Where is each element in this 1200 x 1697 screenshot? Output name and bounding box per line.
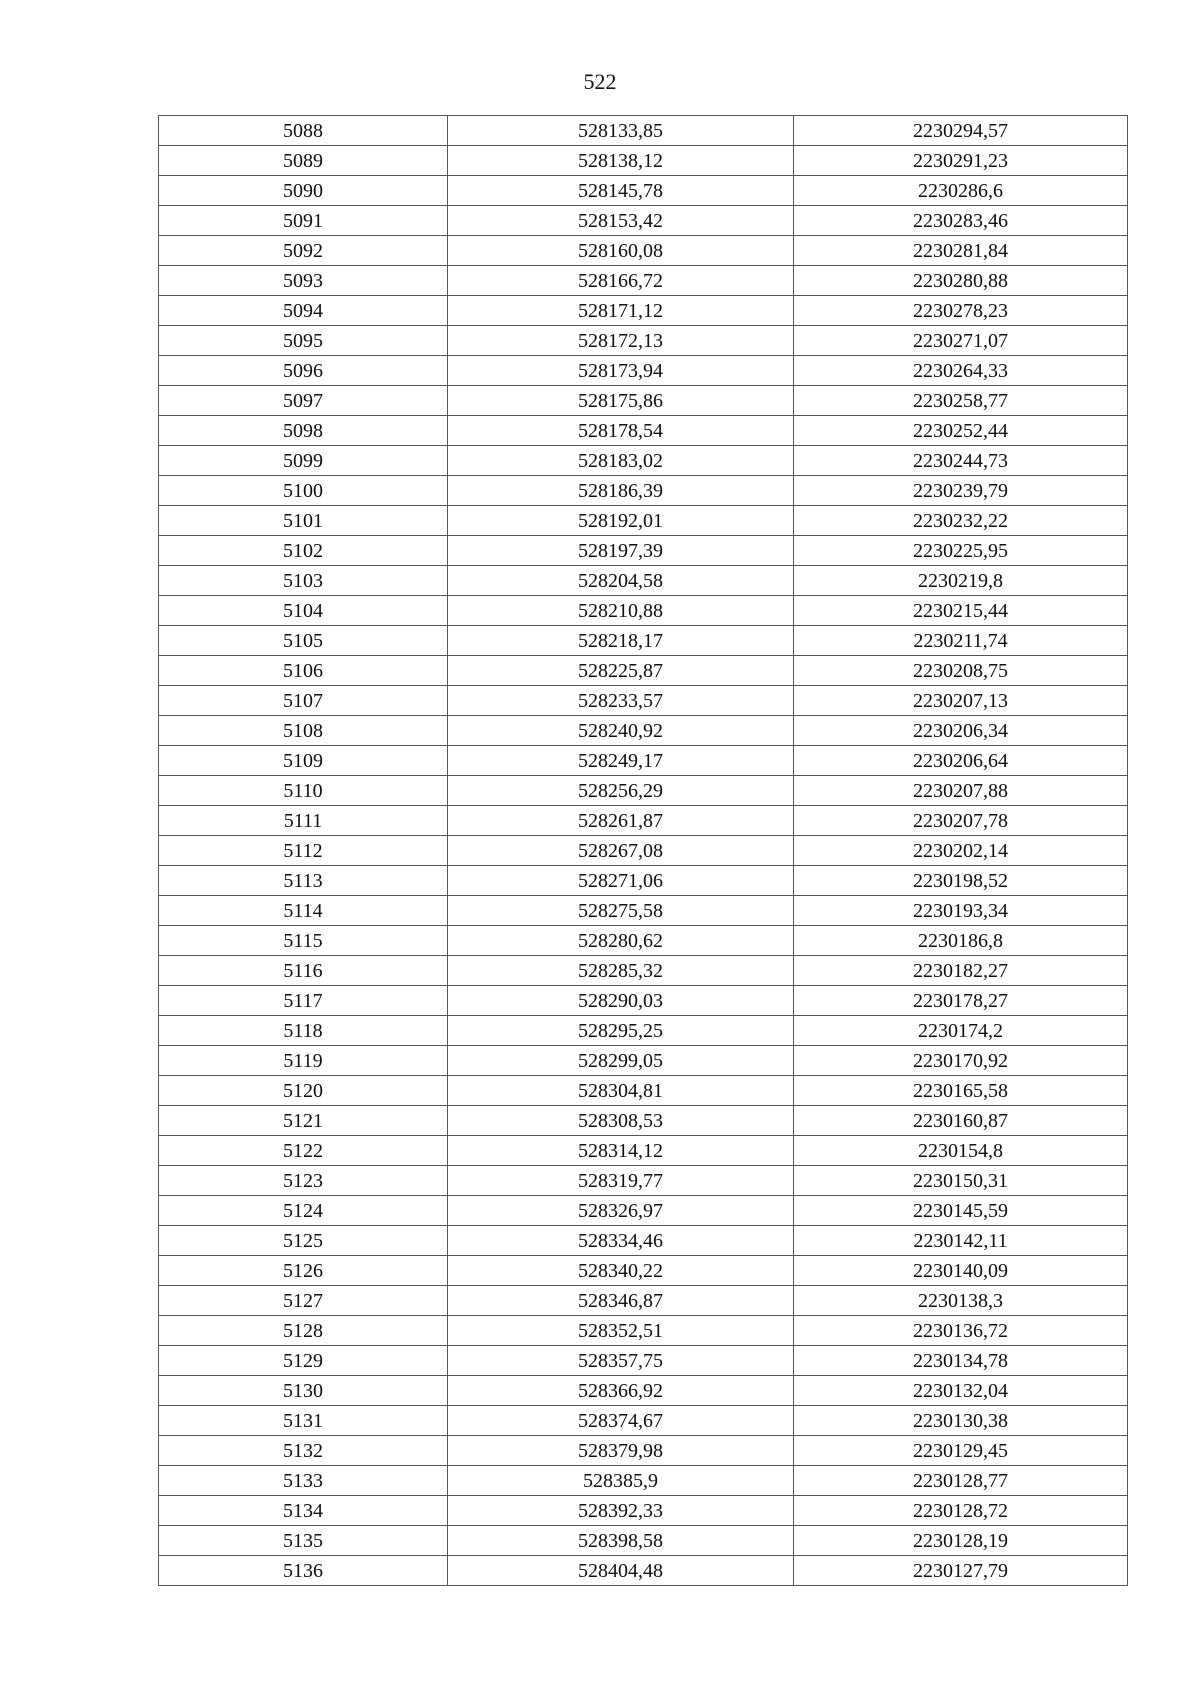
table-row — [159, 1436, 1128, 1466]
y-coordinate-cell: 2230165,58 — [794, 1076, 1128, 1106]
point-number-cell: 5127 — [159, 1286, 448, 1316]
point-number-cell: 5120 — [159, 1076, 448, 1106]
y-coordinate-cell: 2230142,11 — [794, 1226, 1128, 1256]
y-coordinate-cell: 2230244,73 — [794, 446, 1128, 476]
x-coordinate-cell: 528326,97 — [448, 1196, 794, 1226]
table-row — [159, 386, 1128, 416]
point-number-cell: 5109 — [159, 746, 448, 776]
table-row — [159, 776, 1128, 806]
x-coordinate-cell: 528192,01 — [448, 506, 794, 536]
x-coordinate-cell: 528183,02 — [448, 446, 794, 476]
point-number-cell: 5102 — [159, 536, 448, 566]
x-coordinate-cell: 528334,46 — [448, 1226, 794, 1256]
x-coordinate-cell: 528308,53 — [448, 1106, 794, 1136]
point-number-cell: 5096 — [159, 356, 448, 386]
point-number-cell: 5095 — [159, 326, 448, 356]
point-number-cell: 5105 — [159, 626, 448, 656]
point-number-cell: 5111 — [159, 806, 448, 836]
y-coordinate-cell: 2230239,79 — [794, 476, 1128, 506]
point-number-cell: 5097 — [159, 386, 448, 416]
point-number-cell: 5115 — [159, 926, 448, 956]
point-number-cell: 5093 — [159, 266, 448, 296]
y-coordinate-cell: 2230207,13 — [794, 686, 1128, 716]
y-coordinate-cell: 2230138,3 — [794, 1286, 1128, 1316]
table-row — [159, 476, 1128, 506]
point-number-cell: 5114 — [159, 896, 448, 926]
point-number-cell: 5116 — [159, 956, 448, 986]
y-coordinate-cell: 2230232,22 — [794, 506, 1128, 536]
point-number-cell: 5122 — [159, 1136, 448, 1166]
x-coordinate-cell: 528240,92 — [448, 716, 794, 746]
x-coordinate-cell: 528178,54 — [448, 416, 794, 446]
table-row — [159, 986, 1128, 1016]
table-row — [159, 1166, 1128, 1196]
x-coordinate-cell: 528233,57 — [448, 686, 794, 716]
x-coordinate-cell: 528271,06 — [448, 866, 794, 896]
point-number-cell: 5124 — [159, 1196, 448, 1226]
table-row — [159, 446, 1128, 476]
table-row — [159, 656, 1128, 686]
y-coordinate-cell: 2230178,27 — [794, 986, 1128, 1016]
point-number-cell: 5113 — [159, 866, 448, 896]
point-number-cell: 5125 — [159, 1226, 448, 1256]
point-number-cell: 5103 — [159, 566, 448, 596]
y-coordinate-cell: 2230182,27 — [794, 956, 1128, 986]
y-coordinate-cell: 2230154,8 — [794, 1136, 1128, 1166]
table-row — [159, 206, 1128, 236]
x-coordinate-cell: 528133,85 — [448, 116, 794, 146]
table-row — [159, 926, 1128, 956]
table-row — [159, 896, 1128, 926]
y-coordinate-cell: 2230264,33 — [794, 356, 1128, 386]
y-coordinate-cell: 2230206,34 — [794, 716, 1128, 746]
table-row — [159, 1526, 1128, 1556]
table-row — [159, 176, 1128, 206]
table-row — [159, 536, 1128, 566]
x-coordinate-cell: 528357,75 — [448, 1346, 794, 1376]
table-row — [159, 1196, 1128, 1226]
y-coordinate-cell: 2230283,46 — [794, 206, 1128, 236]
table-row — [159, 416, 1128, 446]
coordinates-table-body — [159, 116, 1128, 1586]
table-row — [159, 266, 1128, 296]
y-coordinate-cell: 2230130,38 — [794, 1406, 1128, 1436]
x-coordinate-cell: 528225,87 — [448, 656, 794, 686]
point-number-cell: 5130 — [159, 1376, 448, 1406]
y-coordinate-cell: 2230198,52 — [794, 866, 1128, 896]
point-number-cell: 5118 — [159, 1016, 448, 1046]
point-number-cell: 5134 — [159, 1496, 448, 1526]
y-coordinate-cell: 2230215,44 — [794, 596, 1128, 626]
table-row — [159, 746, 1128, 776]
x-coordinate-cell: 528366,92 — [448, 1376, 794, 1406]
point-number-cell: 5121 — [159, 1106, 448, 1136]
table-row — [159, 1466, 1128, 1496]
table-row — [159, 296, 1128, 326]
table-row — [159, 506, 1128, 536]
table-row — [159, 1046, 1128, 1076]
point-number-cell: 5126 — [159, 1256, 448, 1286]
y-coordinate-cell: 2230145,59 — [794, 1196, 1128, 1226]
y-coordinate-cell: 2230128,19 — [794, 1526, 1128, 1556]
y-coordinate-cell: 2230140,09 — [794, 1256, 1128, 1286]
table-row — [159, 866, 1128, 896]
table-row — [159, 626, 1128, 656]
point-number-cell: 5132 — [159, 1436, 448, 1466]
y-coordinate-cell: 2230202,14 — [794, 836, 1128, 866]
x-coordinate-cell: 528346,87 — [448, 1286, 794, 1316]
y-coordinate-cell: 2230134,78 — [794, 1346, 1128, 1376]
table-row — [159, 236, 1128, 266]
y-coordinate-cell: 2230150,31 — [794, 1166, 1128, 1196]
x-coordinate-cell: 528352,51 — [448, 1316, 794, 1346]
table-row — [159, 686, 1128, 716]
x-coordinate-cell: 528404,48 — [448, 1556, 794, 1586]
y-coordinate-cell: 2230207,78 — [794, 806, 1128, 836]
x-coordinate-cell: 528173,94 — [448, 356, 794, 386]
x-coordinate-cell: 528171,12 — [448, 296, 794, 326]
table-row — [159, 1136, 1128, 1166]
point-number-cell: 5107 — [159, 686, 448, 716]
x-coordinate-cell: 528210,88 — [448, 596, 794, 626]
y-coordinate-cell: 2230132,04 — [794, 1376, 1128, 1406]
x-coordinate-cell: 528392,33 — [448, 1496, 794, 1526]
table-row — [159, 836, 1128, 866]
page-number: 522 — [583, 69, 617, 94]
table-row — [159, 356, 1128, 386]
y-coordinate-cell: 2230127,79 — [794, 1556, 1128, 1586]
table-row — [159, 1076, 1128, 1106]
point-number-cell: 5119 — [159, 1046, 448, 1076]
table-row — [159, 596, 1128, 626]
point-number-cell: 5128 — [159, 1316, 448, 1346]
y-coordinate-cell: 2230280,88 — [794, 266, 1128, 296]
y-coordinate-cell: 2230160,87 — [794, 1106, 1128, 1136]
x-coordinate-cell: 528379,98 — [448, 1436, 794, 1466]
x-coordinate-cell: 528175,86 — [448, 386, 794, 416]
point-number-cell: 5123 — [159, 1166, 448, 1196]
y-coordinate-cell: 2230281,84 — [794, 236, 1128, 266]
table-row — [159, 1256, 1128, 1286]
point-number-cell: 5090 — [159, 176, 448, 206]
x-coordinate-cell: 528256,29 — [448, 776, 794, 806]
y-coordinate-cell: 2230174,2 — [794, 1016, 1128, 1046]
y-coordinate-cell: 2230193,34 — [794, 896, 1128, 926]
y-coordinate-cell: 2230278,23 — [794, 296, 1128, 326]
x-coordinate-cell: 528295,25 — [448, 1016, 794, 1046]
table-row — [159, 1316, 1128, 1346]
table-row — [159, 1016, 1128, 1046]
table-row — [159, 1376, 1128, 1406]
table-row — [159, 1226, 1128, 1256]
point-number-cell: 5110 — [159, 776, 448, 806]
y-coordinate-cell: 2230170,92 — [794, 1046, 1128, 1076]
x-coordinate-cell: 528204,58 — [448, 566, 794, 596]
point-number-cell: 5131 — [159, 1406, 448, 1436]
point-number-cell: 5088 — [159, 116, 448, 146]
y-coordinate-cell: 2230186,8 — [794, 926, 1128, 956]
coordinates-table — [158, 115, 1128, 1586]
x-coordinate-cell: 528398,58 — [448, 1526, 794, 1556]
y-coordinate-cell: 2230128,72 — [794, 1496, 1128, 1526]
point-number-cell: 5094 — [159, 296, 448, 326]
x-coordinate-cell: 528299,05 — [448, 1046, 794, 1076]
x-coordinate-cell: 528340,22 — [448, 1256, 794, 1286]
x-coordinate-cell: 528197,39 — [448, 536, 794, 566]
table-row — [159, 326, 1128, 356]
point-number-cell: 5135 — [159, 1526, 448, 1556]
point-number-cell: 5089 — [159, 146, 448, 176]
y-coordinate-cell: 2230225,95 — [794, 536, 1128, 566]
x-coordinate-cell: 528172,13 — [448, 326, 794, 356]
point-number-cell: 5133 — [159, 1466, 448, 1496]
point-number-cell: 5108 — [159, 716, 448, 746]
y-coordinate-cell: 2230206,64 — [794, 746, 1128, 776]
y-coordinate-cell: 2230219,8 — [794, 566, 1128, 596]
point-number-cell: 5101 — [159, 506, 448, 536]
y-coordinate-cell: 2230291,23 — [794, 146, 1128, 176]
y-coordinate-cell: 2230252,44 — [794, 416, 1128, 446]
point-number-cell: 5117 — [159, 986, 448, 1016]
y-coordinate-cell: 2230258,77 — [794, 386, 1128, 416]
point-number-cell: 5129 — [159, 1346, 448, 1376]
x-coordinate-cell: 528145,78 — [448, 176, 794, 206]
x-coordinate-cell: 528280,62 — [448, 926, 794, 956]
x-coordinate-cell: 528249,17 — [448, 746, 794, 776]
x-coordinate-cell: 528275,58 — [448, 896, 794, 926]
point-number-cell: 5106 — [159, 656, 448, 686]
table-row — [159, 146, 1128, 176]
table-row — [159, 116, 1128, 146]
y-coordinate-cell: 2230128,77 — [794, 1466, 1128, 1496]
y-coordinate-cell: 2230208,75 — [794, 656, 1128, 686]
x-coordinate-cell: 528138,12 — [448, 146, 794, 176]
point-number-cell: 5099 — [159, 446, 448, 476]
table-row — [159, 716, 1128, 746]
table-row — [159, 1496, 1128, 1526]
y-coordinate-cell: 2230136,72 — [794, 1316, 1128, 1346]
point-number-cell: 5098 — [159, 416, 448, 446]
x-coordinate-cell: 528304,81 — [448, 1076, 794, 1106]
table-row — [159, 1406, 1128, 1436]
point-number-cell: 5092 — [159, 236, 448, 266]
x-coordinate-cell: 528218,17 — [448, 626, 794, 656]
y-coordinate-cell: 2230207,88 — [794, 776, 1128, 806]
point-number-cell: 5136 — [159, 1556, 448, 1586]
x-coordinate-cell: 528166,72 — [448, 266, 794, 296]
x-coordinate-cell: 528374,67 — [448, 1406, 794, 1436]
x-coordinate-cell: 528319,77 — [448, 1166, 794, 1196]
x-coordinate-cell: 528261,87 — [448, 806, 794, 836]
y-coordinate-cell: 2230211,74 — [794, 626, 1128, 656]
y-coordinate-cell: 2230286,6 — [794, 176, 1128, 206]
table-row — [159, 806, 1128, 836]
table-row — [159, 566, 1128, 596]
table-row — [159, 1346, 1128, 1376]
x-coordinate-cell: 528153,42 — [448, 206, 794, 236]
x-coordinate-cell: 528160,08 — [448, 236, 794, 266]
point-number-cell: 5112 — [159, 836, 448, 866]
x-coordinate-cell: 528285,32 — [448, 956, 794, 986]
x-coordinate-cell: 528186,39 — [448, 476, 794, 506]
table-row — [159, 1556, 1128, 1586]
table-row — [159, 1286, 1128, 1316]
table-row — [159, 956, 1128, 986]
point-number-cell: 5104 — [159, 596, 448, 626]
x-coordinate-cell: 528314,12 — [448, 1136, 794, 1166]
x-coordinate-cell: 528267,08 — [448, 836, 794, 866]
table-row — [159, 1106, 1128, 1136]
point-number-cell: 5091 — [159, 206, 448, 236]
y-coordinate-cell: 2230129,45 — [794, 1436, 1128, 1466]
x-coordinate-cell: 528290,03 — [448, 986, 794, 1016]
y-coordinate-cell: 2230294,57 — [794, 116, 1128, 146]
y-coordinate-cell: 2230271,07 — [794, 326, 1128, 356]
point-number-cell: 5100 — [159, 476, 448, 506]
x-coordinate-cell: 528385,9 — [448, 1466, 794, 1496]
